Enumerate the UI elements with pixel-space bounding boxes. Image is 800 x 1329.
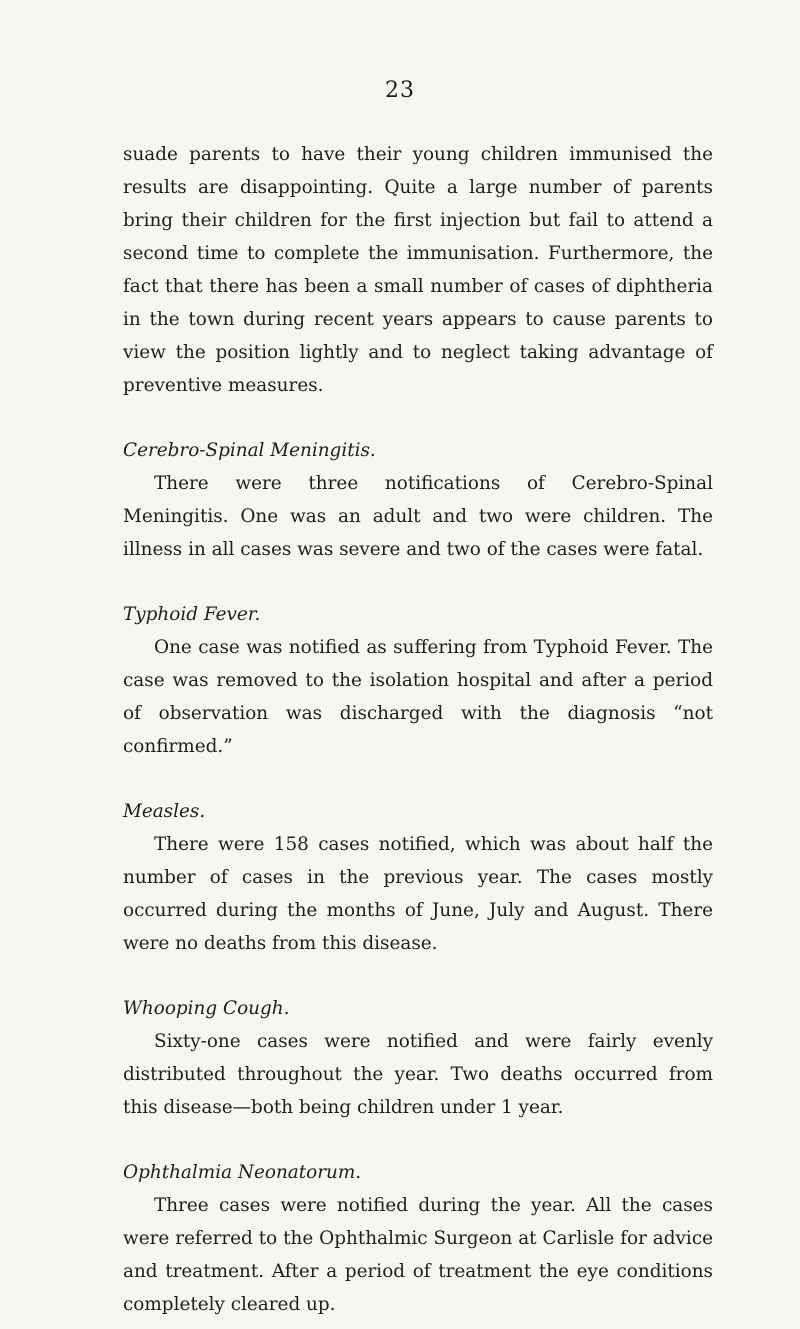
section-text: Sixty-one cases were notified and were fairly evenly distributed throughout the year. Two deaths occurred from this disease—both being children under 1 year. <box>123 1031 713 1118</box>
section-text: One case was notified as suffering from Typhoid Fever. The case was removed to the isolation hospital and after a period of observation was discharged with the diagnosis “not confirmed.” <box>123 637 713 757</box>
section-text: There were 158 cases notified, which was about half the number of cases in the previous year. The cases mostly occurred during the months of June, July and August. There were no deaths from this disease. <box>123 834 713 954</box>
section-heading: Typhoid Fever. <box>123 604 261 625</box>
section-heading: Measles. <box>123 801 206 822</box>
section-heading: Cerebro-Spinal Meningitis. <box>123 440 376 461</box>
section-typhoid-fever <box>123 598 713 763</box>
document-body <box>123 138 713 1321</box>
section-text: There were three notifications of Cerebro-Spinal Meningitis. One was an adult and two were children. The illness in all cases was severe and two of the cases were fatal. <box>123 473 713 560</box>
page-number: 23 <box>385 78 415 103</box>
section-whooping-cough <box>123 992 713 1124</box>
section-measles <box>123 795 713 960</box>
section-heading: Whooping Cough. <box>123 998 290 1019</box>
section-ophthalmia-neonatorum <box>123 1156 713 1321</box>
section-cerebro-spinal-meningitis <box>123 434 713 566</box>
opening-paragraph: suade parents to have their young children immunised the results are disappointing. Quite a large number of parents bring their children for the first injection but fail to attend a second time to complete the immunisation. Furthermore, the fact that there has been a small number of cases of diphtheria in the town during recent years appears to cause parents to view the position lightly and to neglect taking advantage of preventive measures. <box>123 144 713 396</box>
section-heading: Ophthalmia Neonatorum. <box>123 1162 362 1183</box>
section-text: Three cases were notified during the year. All the cases were referred to the Ophthalmic Surgeon at Carlisle for advice and treatment. After a period of treatment the eye conditions completely cleared up. <box>123 1195 713 1315</box>
